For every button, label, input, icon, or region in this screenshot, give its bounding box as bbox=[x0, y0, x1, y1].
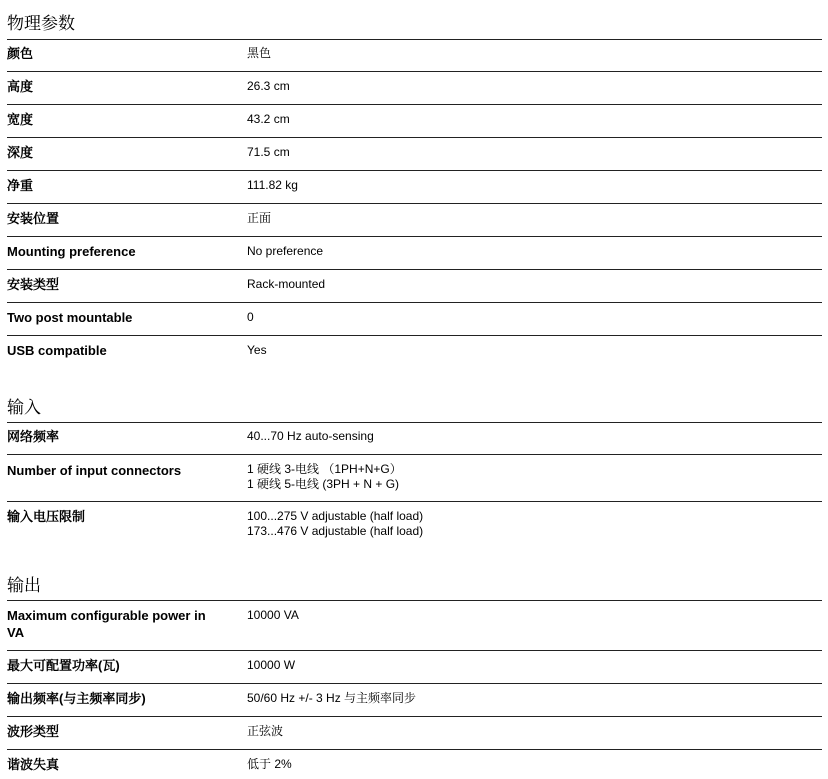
row-divider bbox=[7, 302, 822, 303]
section-divider bbox=[7, 600, 822, 601]
spec-label-grid-frequency: 网络频率 bbox=[7, 429, 60, 444]
spec-value-mount-position: 正面 bbox=[247, 211, 272, 225]
spec-value-width: 43.2 cm bbox=[247, 112, 290, 126]
spec-label-mount-type: 安装类型 bbox=[7, 277, 60, 292]
spec-label-mount-position: 安装位置 bbox=[7, 211, 60, 226]
section-divider bbox=[7, 39, 822, 40]
spec-label-net-weight: 净重 bbox=[7, 178, 34, 193]
spec-label-max-configurable-watts: 最大可配置功率(瓦) bbox=[7, 658, 120, 673]
spec-label-waveform-type: 波形类型 bbox=[7, 724, 60, 739]
spec-value-max-configurable-watts: 10000 W bbox=[247, 658, 296, 672]
spec-value-net-weight: 111.82 kg bbox=[247, 178, 298, 192]
section-title-input: 输入 bbox=[7, 398, 41, 418]
row-divider bbox=[7, 683, 822, 684]
row-divider bbox=[7, 170, 822, 171]
spec-label-width: 宽度 bbox=[7, 112, 34, 127]
row-divider bbox=[7, 137, 822, 138]
spec-label-input-connectors: Number of input connectors bbox=[7, 463, 182, 478]
spec-value-input-voltage-limits: 100...275 V adjustable (half load) 173...476 V adjustable (half load) bbox=[247, 509, 424, 538]
section-divider bbox=[7, 422, 822, 423]
spec-value-mounting-preference: No preference bbox=[247, 244, 324, 258]
spec-value-two-post-mountable: 0 bbox=[247, 310, 254, 324]
spec-value-color: 黑色 bbox=[247, 46, 272, 60]
spec-value-waveform-type: 正弦波 bbox=[247, 724, 284, 738]
spec-label-mounting-preference: Mounting preference bbox=[7, 244, 136, 259]
section-title-output: 输出 bbox=[7, 576, 41, 596]
spec-label-harmonic-distortion: 谐波失真 bbox=[7, 757, 60, 772]
spec-label-max-configurable-va: Maximum configurable power in VA bbox=[7, 608, 206, 640]
spec-value-max-configurable-va: 10000 VA bbox=[247, 608, 299, 622]
spec-value-mount-type: Rack-mounted bbox=[247, 277, 326, 291]
spec-label-color: 颜色 bbox=[7, 46, 34, 61]
spec-value-harmonic-distortion: 低于 2% bbox=[247, 757, 292, 771]
row-divider bbox=[7, 454, 822, 455]
spec-value-depth: 71.5 cm bbox=[247, 145, 290, 159]
row-divider bbox=[7, 269, 822, 270]
row-divider bbox=[7, 104, 822, 105]
row-divider bbox=[7, 335, 822, 336]
section-title-physical: 物理参数 bbox=[7, 14, 75, 34]
spec-label-output-frequency: 输出频率(与主频率同步) bbox=[7, 691, 146, 706]
spec-value-usb-compatible: Yes bbox=[247, 343, 267, 357]
row-divider bbox=[7, 716, 822, 717]
spec-value-output-frequency: 50/60 Hz +/- 3 Hz 与主频率同步 bbox=[247, 691, 417, 705]
spec-value-grid-frequency: 40...70 Hz auto-sensing bbox=[247, 429, 374, 443]
row-divider bbox=[7, 236, 822, 237]
row-divider bbox=[7, 203, 822, 204]
spec-label-depth: 深度 bbox=[7, 145, 34, 160]
spec-value-height: 26.3 cm bbox=[247, 79, 290, 93]
spec-label-two-post-mountable: Two post mountable bbox=[7, 310, 133, 325]
row-divider bbox=[7, 650, 822, 651]
spec-label-usb-compatible: USB compatible bbox=[7, 343, 107, 358]
row-divider bbox=[7, 71, 822, 72]
spec-label-input-voltage-limits: 输入电压限制 bbox=[7, 509, 86, 524]
row-divider bbox=[7, 749, 822, 750]
spec-value-input-connectors: 1 硬线 3-电线 （1PH+N+G） 1 硬线 5-电线 (3PH + N + G) bbox=[247, 462, 402, 491]
spec-label-height: 高度 bbox=[7, 79, 34, 94]
row-divider bbox=[7, 501, 822, 502]
